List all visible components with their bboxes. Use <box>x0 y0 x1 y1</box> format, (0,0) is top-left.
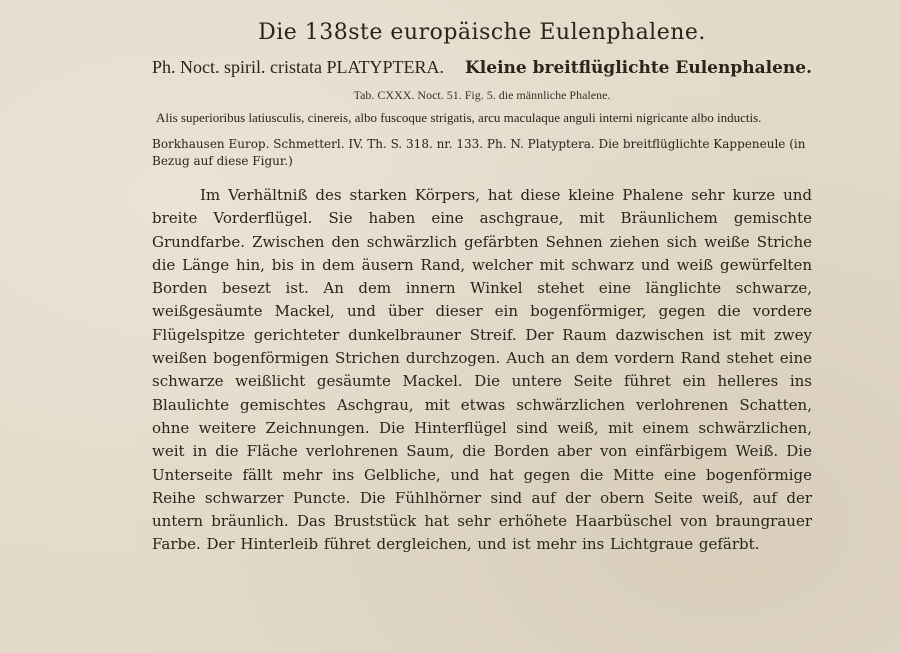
plate-reference: Tab. CXXX. Noct. 51. Fig. 5. die männliche Phalene. <box>353 88 611 102</box>
species-description: Im Verhältniß des starken Körpers, hat diese kleine Phalene sehr kurze und breite Vorderflügel. Sie haben eine aschgraue, mit Bräunlichem gemischte Grundfarbe. Zwischen den schwärzlich gefärbten Sehnen ziehen sich weiße Striche die Länge hin, bis in dem äusern Rand, welcher mit schwarz und weiß gewürfelten Borden besezt ist. An dem innern Winkel stehet eine länglichte schwarze, weißgesäumte Mackel, und über dieser ein bogenförmiger, gegen die vordere Flügelspitze gerichteter dunkelbrauner Streif. Der Raum dazwischen ist mit zwey weißen bogenförmigen Strichen durchzogen. Auch an dem vordern Rand stehet eine schwarze weißlicht gesäumte Mackel. Die untere Seite führet ein helleres ins Blaulichte gemischtes Aschgrau, mit etwas schwärzlichen verlohrenen Schatten, ohne weitere Zeichnungen. Die Hinterflügel sind weiß, mit einem schwärzlichen, weit in die Fläche verlohrenen Saum, die Borden aber von einfärbigem Weiß. Die Unterseite fällt mehr ins Gelbliche, und hat gegen die Mitte eine bogenförmige Reihe schwarzer Puncte. Die Fühlhörner sind auf der obern Seite weiß, auf der untern bräunlich. Das Bruststück hat sehr erhöhete Haarbüschel von braungrauer Farbe. Der Hinterleib führet dergleichen, und ist mehr ins Lichtgraue gefärbt. <box>152 186 812 554</box>
synonym-citation: Borkhausen Europ. Schmetterl. IV. Th. S. 318. nr. 133. Ph. N. Platyptera. Die breitflüglichte Kappeneule (in Bezug auf diese Figur.) <box>152 137 806 168</box>
latin-diagnosis: Alis superioribus latiusculis, cinereis, albo fuscoque strigatis, arcu maculaque anguli interni nigricante albo inductis. <box>156 110 762 125</box>
latin-species-name: Ph. Noct. spiril. cristata PLATYPTERA. <box>152 57 444 77</box>
page-title: Die 138ste europäische Eulenphalene. <box>258 20 706 45</box>
german-species-name: Kleine breitflüglichte Eulenphalene. <box>465 58 812 78</box>
species-name-line <box>152 57 812 78</box>
